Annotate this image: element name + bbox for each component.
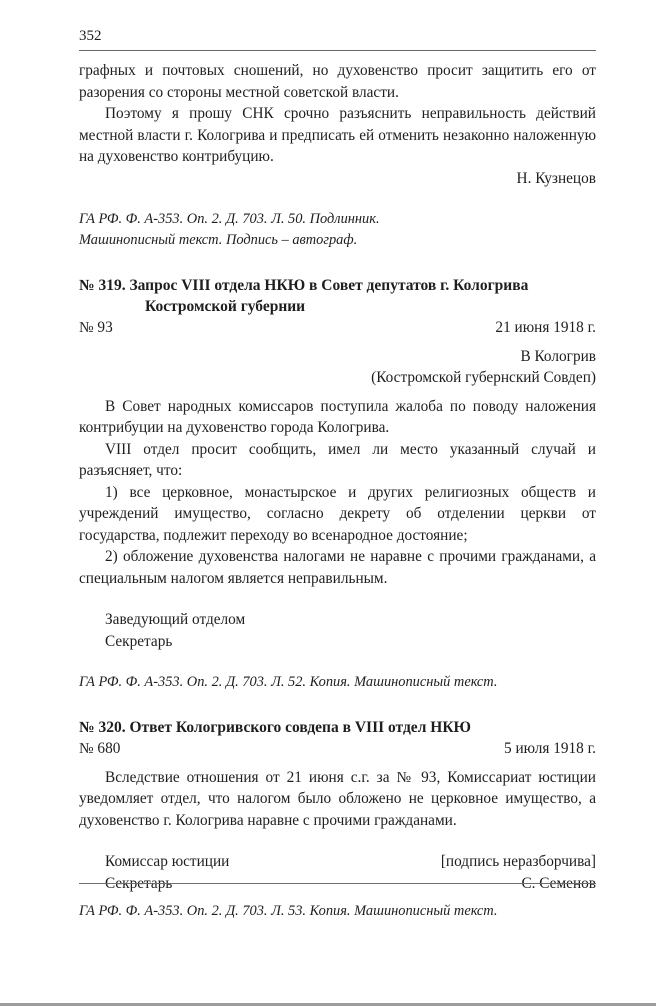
- signature-name: Н. Кузнецов: [516, 169, 596, 187]
- addressee-line: В Кологрив: [520, 347, 596, 365]
- document-heading: № 319. Запрос VIII отдела НКЮ в Совет депутатов г. Кологрива Костромской губернии: [79, 277, 529, 315]
- body-paragraph: 2) обложение духовенства налогами не наравне с прочими гражданами, а специальным налогом является неправильным.: [79, 548, 596, 587]
- archive-reference-line: ГА РФ. Ф. А-353. Оп. 2. Д. 703. Л. 50. Подлинник.: [79, 211, 380, 227]
- signatory-name: С. Семенов: [521, 874, 596, 892]
- body-paragraph: графных и почтовых сношений, но духовенство просит защитить его от разорения со стороны местной советской власти.: [79, 62, 596, 101]
- signatory-title: Заведующий отделом: [105, 611, 246, 628]
- document-meta: [79, 317, 596, 339]
- archive-reference: ГА РФ. Ф. А-353. Оп. 2. Д. 703. Л. 53. Копия. Машинописный текст.: [79, 903, 498, 919]
- archive-reference: ГА РФ. Ф. А-353. Оп. 2. Д. 703. Л. 52. Копия. Машинописный текст.: [79, 674, 498, 690]
- signature-row: [105, 609, 596, 631]
- document-date: 5 июля 1918 г.: [504, 740, 596, 757]
- signature-row: [105, 851, 596, 873]
- body-paragraph: Вследствие отношения от 21 июня с.г. за № 93, Комиссариат юстиции уведомляет отдел, что налогом было обложено не церковное имущество, а духовенство г. Кологрива наравне с прочими гражданами.: [79, 768, 596, 829]
- signature-block: [79, 609, 596, 652]
- page-number: 352: [79, 28, 102, 44]
- previous-document-continuation: [79, 60, 596, 251]
- document-320: [79, 717, 596, 922]
- signatory-name: [подпись неразборчива]: [440, 853, 596, 870]
- document-meta: [79, 738, 596, 760]
- document-319: [79, 275, 596, 693]
- signature-row: [105, 631, 596, 653]
- document-date: 21 июня 1918 г.: [495, 319, 596, 336]
- footer-rule: [79, 883, 596, 884]
- document-heading: № 320. Ответ Кологривского совдепа в VIII отдел НКЮ: [79, 719, 472, 736]
- signatory-title: Секретарь: [105, 632, 173, 650]
- signature-block: [79, 851, 596, 894]
- header-rule: [79, 50, 596, 51]
- addressee: [79, 346, 596, 389]
- body-paragraph: Поэтому я прошу СНК срочно разъяснить неправильность действий местной власти г. Кологрива и предписать ей отменить незаконно наложенную на духовенство контрибуцию.: [79, 105, 596, 165]
- archive-reference-line: Машинописный текст. Подпись – автограф.: [79, 232, 358, 248]
- body-paragraph: В Совет народных комиссаров поступила жалоба по поводу наложения контрибуции на духовенство города Кологрива.: [79, 397, 596, 436]
- body-paragraph: 1) все церковное, монастырское и других религиозных обществ и учреждений имущество, согласно декрету об отделении церкви от государства, подлежит переходу во всенародное достояние;: [79, 483, 596, 544]
- outgoing-number: № 93: [79, 319, 113, 336]
- body-paragraph: VIII отдел просит сообщить, имел ли место указанный случай и разъясняет, что:: [79, 440, 596, 479]
- outgoing-number: № 680: [79, 740, 121, 757]
- signatory-title: Секретарь: [105, 874, 173, 892]
- page-body: [79, 60, 596, 922]
- signatory-title: Комиссар юстиции: [105, 853, 230, 870]
- addressee-line: (Костромской губернский Совдеп): [371, 369, 596, 386]
- archive-reference: [79, 209, 596, 251]
